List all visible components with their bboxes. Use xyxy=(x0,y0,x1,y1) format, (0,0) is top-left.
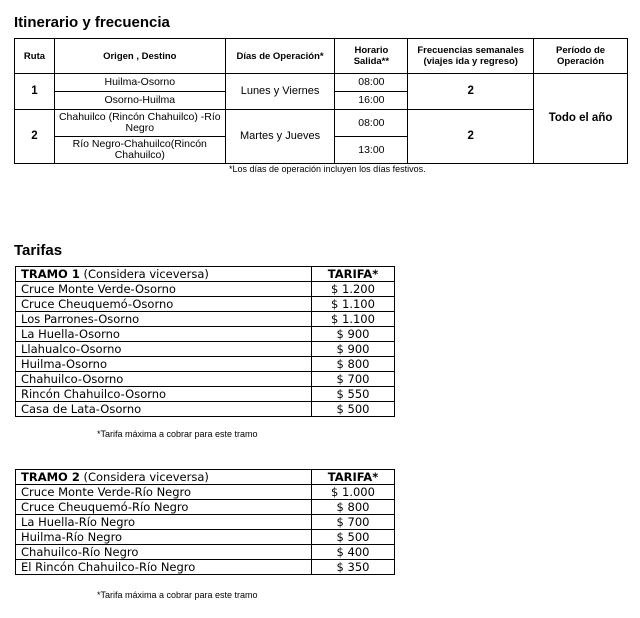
origen-cell: Chahuilco (Rincón Chahuilco) -Río Negro xyxy=(54,110,225,137)
itinerario-header-row xyxy=(15,39,628,74)
tarifa-cell: $ 900 xyxy=(312,327,395,342)
table-row xyxy=(16,545,395,560)
tramo-cell: Cruce Cheuquemó-Río Negro xyxy=(16,500,312,515)
itinerario-table xyxy=(14,38,628,164)
tarifas-title: Tarifas xyxy=(14,242,63,259)
tramo-cell: Llahualco-Osorno xyxy=(16,342,312,357)
hora-cell: 16:00 xyxy=(335,92,408,110)
frecuencia-cell: 2 xyxy=(408,74,534,110)
table-row xyxy=(16,372,395,387)
table-row xyxy=(16,312,395,327)
tramo-cell: Chahuilco-Osorno xyxy=(16,372,312,387)
tarifa-cell: $ 700 xyxy=(312,372,395,387)
tramo-cell: Chahuilco-Río Negro xyxy=(16,545,312,560)
tarifa-cell: $ 550 xyxy=(312,387,395,402)
table-row xyxy=(16,342,395,357)
table-row xyxy=(16,530,395,545)
tramo-cell: El Rincón Chahuilco-Río Negro xyxy=(16,560,312,575)
tramo-cell: La Huella-Río Negro xyxy=(16,515,312,530)
header-frecuencias: Frecuencias semanales (viajes ida y regreso) xyxy=(408,39,534,74)
itinerario-note: *Los días de operación incluyen los días festivos. xyxy=(229,164,426,174)
tramo-cell: La Huella-Osorno xyxy=(16,327,312,342)
periodo-cell: Todo el año xyxy=(534,74,628,164)
header-horario-salida: Horario Salida** xyxy=(335,39,408,74)
tramo-label: TRAMO 1 xyxy=(21,267,80,281)
tarifa-header-row xyxy=(16,267,395,282)
tarifa-cell: $ 900 xyxy=(312,342,395,357)
hora-cell: 08:00 xyxy=(335,110,408,137)
tramo-cell: Rincón Chahuilco-Osorno xyxy=(16,387,312,402)
tarifa-tramo-2-note: *Tarifa máxima a cobrar para este tramo xyxy=(97,590,258,600)
tarifa-tramo-2-table xyxy=(15,469,395,575)
tramo-cell: Huilma-Río Negro xyxy=(16,530,312,545)
tarifa-cell: $ 500 xyxy=(312,402,395,417)
table-row xyxy=(16,327,395,342)
tarifa-cell: $ 500 xyxy=(312,530,395,545)
frecuencia-cell: 2 xyxy=(408,110,534,164)
header-periodo: Período de Operación xyxy=(534,39,628,74)
tramo-cell: Cruce Monte Verde-Osorno xyxy=(16,282,312,297)
hora-cell: 08:00 xyxy=(335,74,408,92)
tramo-label-note: (Considera viceversa) xyxy=(83,470,209,484)
tramo-cell: Cruce Monte Verde-Río Negro xyxy=(16,485,312,500)
tarifa-cell: $ 1.000 xyxy=(312,485,395,500)
tramo-cell: Huilma-Osorno xyxy=(16,357,312,372)
table-row xyxy=(16,485,395,500)
origen-cell: Río Negro-Chahuilco(Rincón Chahuilco) xyxy=(54,137,225,164)
origen-cell: Huilma-Osorno xyxy=(54,74,225,92)
tarifa-cell: $ 800 xyxy=(312,500,395,515)
tarifa-cell: $ 350 xyxy=(312,560,395,575)
tarifa-tramo-1-table xyxy=(15,266,395,417)
tarifa-cell: $ 800 xyxy=(312,357,395,372)
table-row xyxy=(15,74,628,92)
tramo-label-note: (Considera viceversa) xyxy=(83,267,209,281)
table-row xyxy=(16,282,395,297)
tarifa-cell: $ 1.100 xyxy=(312,312,395,327)
dias-cell: Lunes y Viernes xyxy=(225,74,335,110)
table-row xyxy=(16,297,395,312)
table-row xyxy=(16,357,395,372)
tarifa-cell: $ 400 xyxy=(312,545,395,560)
tarifa-header-row xyxy=(16,470,395,485)
tramo-label: TRAMO 2 xyxy=(21,470,80,484)
itinerario-title: Itinerario y frecuencia xyxy=(14,14,170,31)
tarifa-tramo-1-note: *Tarifa máxima a cobrar para este tramo xyxy=(97,429,258,439)
header-ruta: Ruta xyxy=(15,39,55,74)
tarifa-cell: $ 700 xyxy=(312,515,395,530)
table-row xyxy=(16,387,395,402)
tarifa-cell: $ 1.200 xyxy=(312,282,395,297)
ruta-cell: 2 xyxy=(15,110,55,164)
table-row xyxy=(16,515,395,530)
tramo-cell: Los Parrones-Osorno xyxy=(16,312,312,327)
table-row xyxy=(16,402,395,417)
origen-cell: Osorno-Huilma xyxy=(54,92,225,110)
tarifa-header: TARIFA* xyxy=(312,267,395,282)
ruta-cell: 1 xyxy=(15,74,55,110)
tarifa-header: TARIFA* xyxy=(312,470,395,485)
table-row xyxy=(16,500,395,515)
hora-cell: 13:00 xyxy=(335,137,408,164)
header-dias-operacion: Días de Operación* xyxy=(225,39,335,74)
dias-cell: Martes y Jueves xyxy=(225,110,335,164)
tramo-header xyxy=(16,267,312,282)
tramo-header xyxy=(16,470,312,485)
tramo-cell: Casa de Lata-Osorno xyxy=(16,402,312,417)
tarifa-cell: $ 1.100 xyxy=(312,297,395,312)
table-row xyxy=(16,560,395,575)
header-origen-destino: Origen , Destino xyxy=(54,39,225,74)
tramo-cell: Cruce Cheuquemó-Osorno xyxy=(16,297,312,312)
